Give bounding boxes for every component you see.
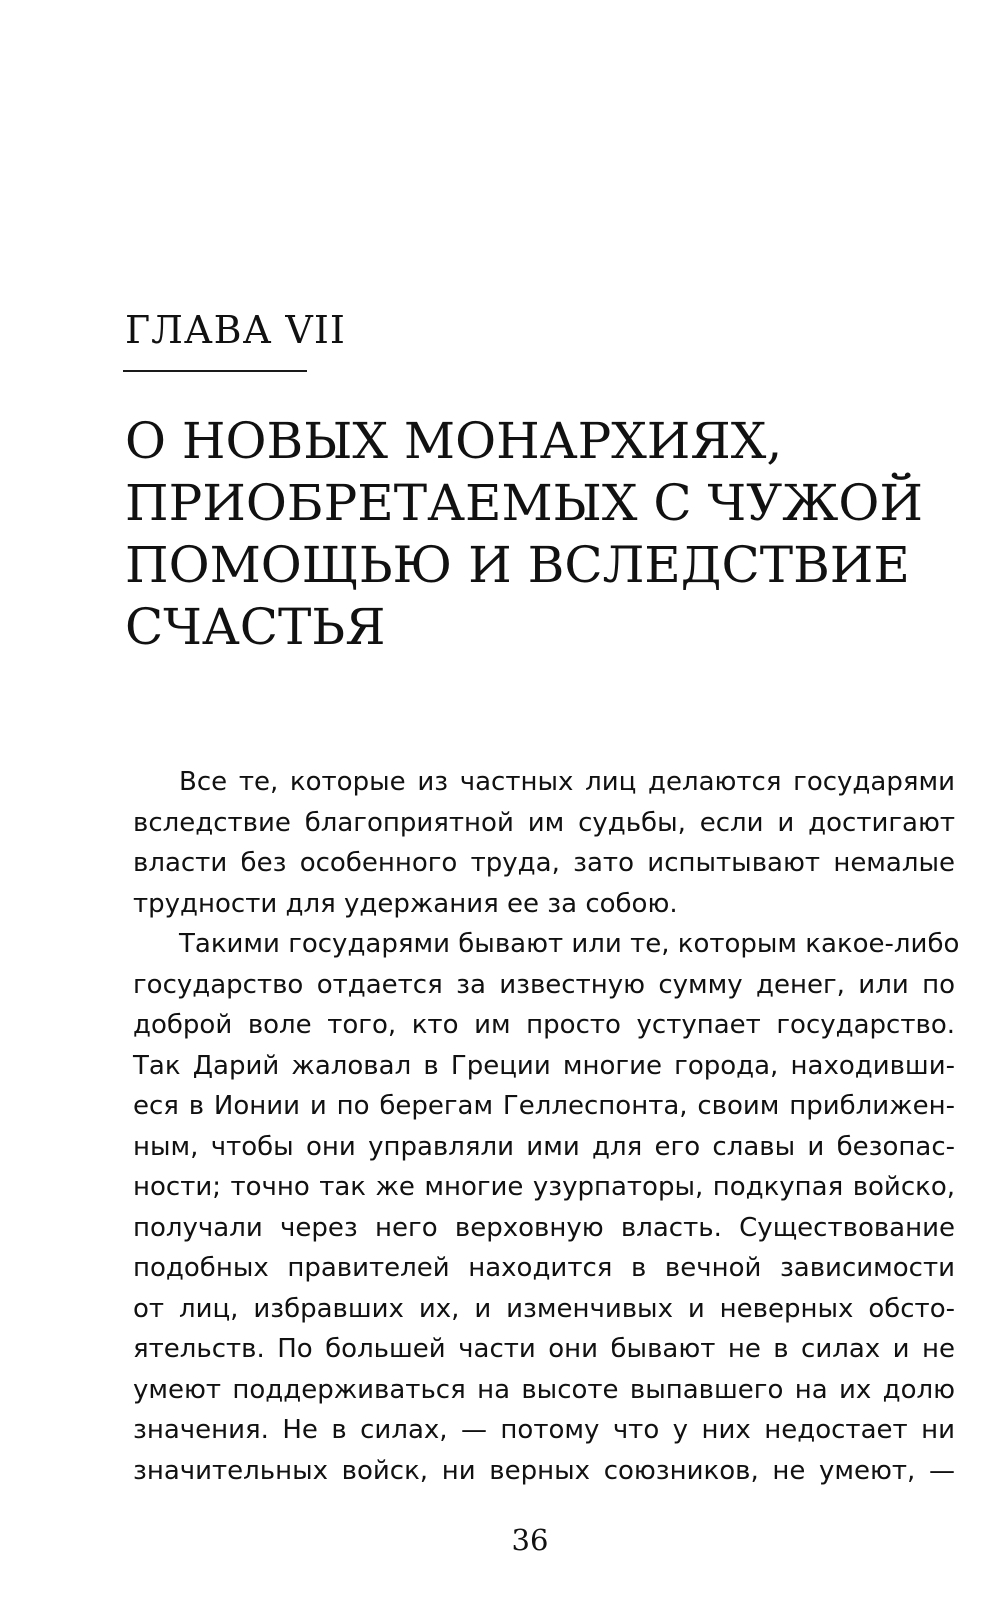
text-line: получали через него верховную власть. Существование [133, 1212, 955, 1243]
text-line: от лиц, избравших их, и изменчивых и неверных обсто- [133, 1293, 955, 1324]
text-line: Все те, которые из частных лиц делаются государями [179, 767, 955, 797]
text-line: ятельств. По большей части они бывают не в силах и не [133, 1334, 955, 1364]
chapter-label: ГЛАВА VII [125, 308, 346, 352]
paragraph-1 [133, 762, 955, 924]
text-line: доброй воле того, кто им просто уступает государство. [133, 1010, 955, 1040]
paragraph-2 [133, 924, 960, 1491]
chapter-title-line: ПРИОБРЕТАЕМЫХ С ЧУЖОЙ [125, 474, 924, 532]
chapter-title [125, 410, 924, 658]
chapter-title-line: О НОВЫХ МОНАРХИЯХ, [125, 412, 783, 470]
text-line: трудности для удержания ее за собою. [133, 888, 678, 919]
text-line: значения. Не в силах, — потому что у них недостает ни [133, 1415, 955, 1445]
chapter-rule [123, 370, 307, 372]
text-line: государство отдается за известную сумму денег, или по [133, 969, 955, 1000]
body-text [133, 762, 960, 1491]
text-line: ным, чтобы они управляли ими для его славы и безопас- [133, 1131, 955, 1162]
text-line: Так Дарий жаловал в Греции многие города, находивши- [133, 1050, 955, 1081]
chapter-title-line: ПОМОЩЬЮ И ВСЛЕДСТВИЕ [125, 536, 910, 594]
text-line: подобных правителей находится в вечной зависимости [133, 1253, 955, 1283]
text-line: вследствие благоприятной им судьбы, если и достигают [133, 807, 955, 838]
text-line: власти без особенного труда, зато испытывают немалые [133, 848, 955, 878]
page-number: 36 [511, 1523, 549, 1557]
chapter-title-line: СЧАСТЬЯ [125, 598, 386, 656]
text-line: умеют поддерживаться на высоте выпавшего на их долю [133, 1374, 955, 1405]
text-line: еся в Ионии и по берегам Геллеспонта, своим приближен- [133, 1091, 955, 1121]
text-line: ности; точно так же многие узурпаторы, подкупая войско, [133, 1172, 955, 1202]
text-line: значительных войск, ни верных союзников, не умеют, — [133, 1455, 955, 1486]
text-line: Такими государями бывают или те, которым какое-либо [179, 929, 960, 959]
